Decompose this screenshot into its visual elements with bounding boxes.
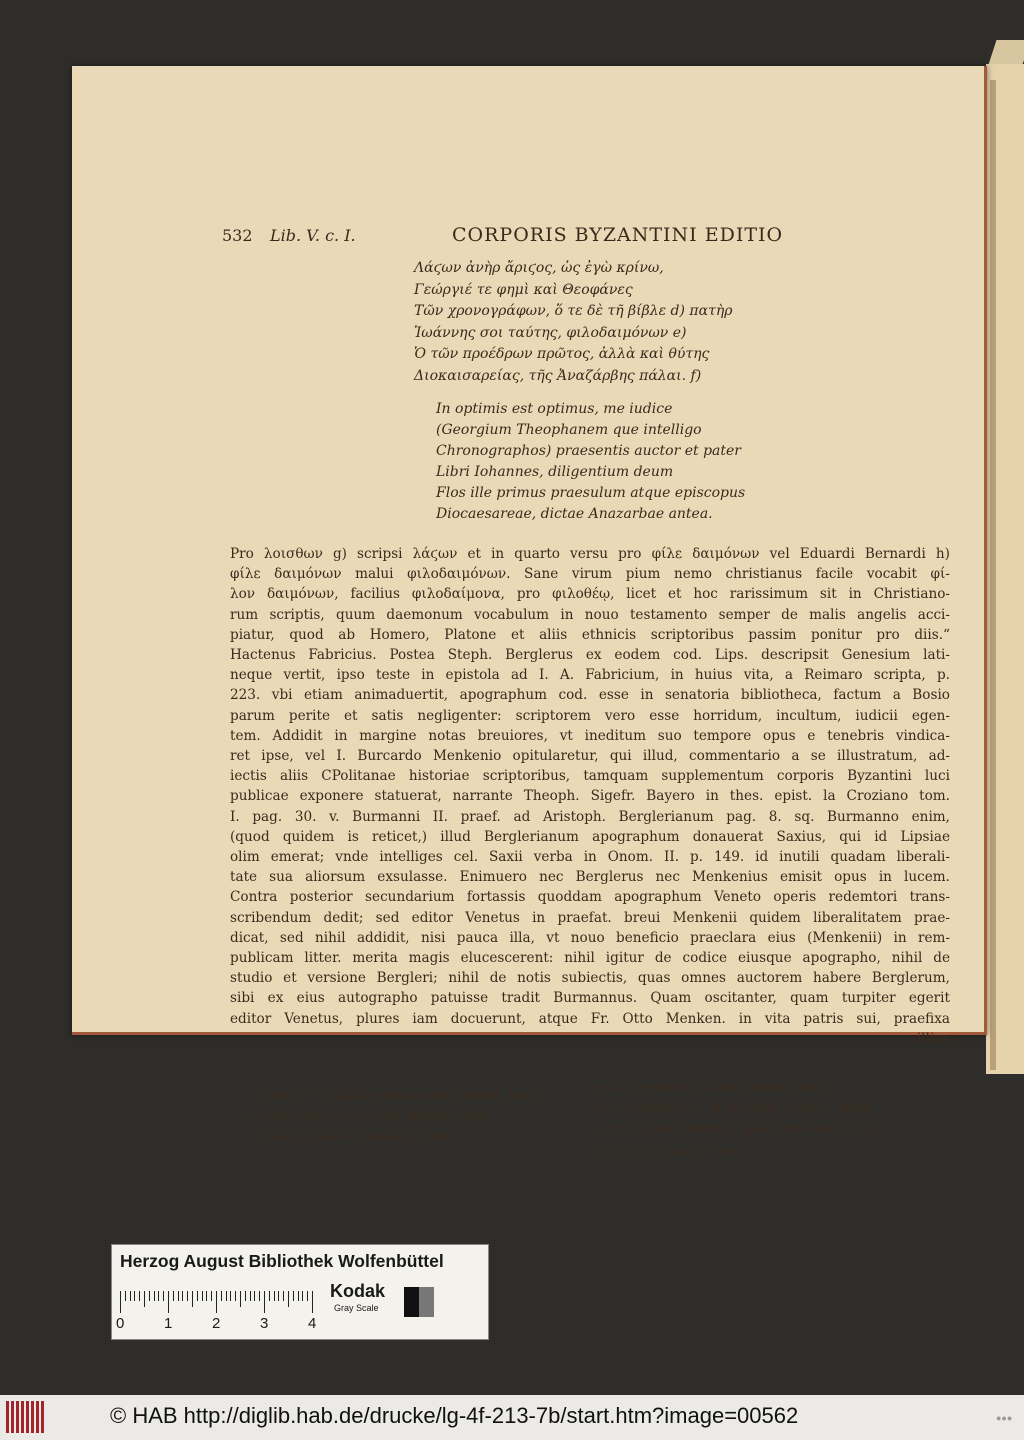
body-line: piatur, quod ab Homero, Platone et aliis ethnicis scriptoribus passim ponitur pro diis.“	[230, 626, 950, 643]
ruler-tick	[226, 1291, 227, 1301]
leaf-shadow	[990, 80, 996, 1070]
ruler-tick	[307, 1291, 308, 1301]
ruler-tick	[211, 1291, 212, 1301]
ruler-tick	[134, 1291, 135, 1301]
body-line: (quod quidem is reticet,) illud Berglerianum apographum donauerat Saxius, qui id Lipsiae	[230, 828, 950, 845]
book-page	[72, 66, 987, 1157]
ruler-tick	[254, 1291, 255, 1301]
greek-verse-line: Γεώργιέ τε φημὶ καὶ Θεοφάνες	[414, 281, 633, 298]
ruler-number: 2	[212, 1315, 221, 1332]
ruler-tick	[264, 1291, 265, 1313]
ruler-tick	[149, 1291, 150, 1301]
latin-translation	[436, 399, 936, 525]
ruler-number: 0	[116, 1315, 125, 1332]
body-line: neque vertit, ipso teste in epistola ad I. A. Fabricium, in huius vita, a Reimaro scripta, p.	[230, 667, 950, 684]
body-line: ret ipse, vel I. Burcardo Menkenio opitularetur, qui illud, commentario a se illustratum, ad-	[230, 748, 950, 765]
ruler-tick	[274, 1291, 275, 1301]
footer-dots-icon: ●●●	[996, 1413, 1013, 1423]
body-line: Hactenus Fabricius. Postea Steph. Berglerus ex eodem cod. Lips. descripsit Genesium lati-	[230, 647, 950, 664]
greek-verses	[414, 258, 934, 387]
latin-verse-line: (Georgium Theophanem que intelligo	[436, 422, 702, 438]
ruler-tick	[120, 1291, 121, 1313]
copyright-url: © HAB http://diglib.hab.de/drucke/lg-4f-213-7b/start.htm?image=00562	[110, 1403, 799, 1428]
ruler-tick	[197, 1291, 198, 1301]
body-text	[230, 544, 950, 1049]
ruler-tick	[192, 1291, 193, 1307]
ruler-tick	[288, 1291, 289, 1307]
body-line: φίλε δαιμόνων malui φιλοδαιμόνων. Sane virum pium nemo christianus facile vocabit φί-	[230, 566, 950, 583]
page-number: 532	[222, 226, 253, 245]
ruler-tick	[278, 1291, 279, 1301]
footnotes-right	[594, 1076, 954, 1160]
book-reference: Lib. V. c. I.	[270, 226, 356, 245]
body-line: illius	[916, 1030, 950, 1047]
ruler-tick	[269, 1291, 270, 1301]
ruler-number: 4	[308, 1315, 317, 1332]
body-line: dicat, sed nihil addidit, nisi pauca illa, vt nouo beneficio praeclara eius (Menkenii) in rem-	[230, 929, 950, 946]
ruler-tick	[221, 1291, 222, 1301]
ruler-tick	[173, 1291, 174, 1301]
body-line: 223. vbi etiam animaduertit, apographum cod. esse in senatoria bibliotheca, factum a Bosio	[230, 687, 950, 704]
body-line: publicae exponere statuerat, narrante Theoph. Sigefr. Bayero in thes. epist. la Croziano tom.	[230, 788, 950, 805]
ruler-tick	[187, 1291, 188, 1301]
greek-verse-line: Λάϛων ἀνὴρ ἄριϛος, ὡς ἐγὼ κρίνω,	[414, 260, 664, 276]
latin-verse-line: Libri Iohannes, diligentium deum	[436, 464, 674, 480]
body-line: studio et versione Bergleri; nihil de notis subiectis, quas omnes auctorem habere Berglerum,	[230, 970, 950, 987]
footnote: S. S. E. E. pag. 437. sq.	[594, 1142, 742, 1157]
ruler-tick	[158, 1291, 159, 1301]
ruler-tick	[130, 1291, 131, 1301]
ruler-tick	[293, 1291, 294, 1301]
footnote: p. 160. Aliter Oudinus, quem vide tom. II. de	[594, 1121, 878, 1136]
color-chart-label	[111, 1244, 489, 1340]
footnote: f) πάλαι abest ed. Veneta. Harl.	[252, 1129, 453, 1144]
scale-ruler	[120, 1287, 320, 1317]
running-title: CORPORIS BYZANTINI EDITIO	[452, 224, 784, 246]
latin-verse-line: In optimis est optimus, me iudice	[436, 401, 673, 417]
ruler-tick	[250, 1291, 251, 1301]
latin-verse-line: Flos ille primus praesulum atque episcopus	[436, 485, 746, 501]
ruler-tick	[139, 1291, 140, 1301]
latin-verse-line: Diocaesareae, dictae Anazarbae antea.	[436, 506, 713, 522]
footnotes-left	[252, 1084, 582, 1147]
ruler-number: 1	[164, 1315, 173, 1332]
latin-verse-line: Chronographos) praesentis auctor et pater	[436, 443, 741, 459]
body-line: rum scriptis, quum daemonum vocabulum in nouo testamento semper de malis angelis acci-	[230, 606, 950, 623]
footnote: h) V. Caueum l. c. et act erud. Lips. a. 1699.	[594, 1100, 872, 1115]
body-line: publicam litter. merita magis elucescerent: nihil igitur de codice eiusque apographo, nihil de	[230, 950, 950, 967]
body-line: tem. Addidit in margine notas breuiores, vt ineditum suo tempore opus e tenebris vindica-	[230, 727, 950, 744]
running-head	[72, 226, 984, 252]
ruler-tick	[245, 1291, 246, 1301]
ruler-tick	[235, 1291, 236, 1301]
ruler-number: 3	[260, 1315, 269, 1332]
ruler-tick	[178, 1291, 179, 1301]
ruler-tick	[163, 1291, 164, 1301]
ruler-tick	[230, 1291, 231, 1301]
ruler-tick	[154, 1291, 155, 1301]
body-line: Pro λοισθων g) scripsi λάϛων et in quarto versu pro φίλε δαιμόνων vel Eduardi Bernardi h)	[230, 546, 950, 562]
greek-verse-line: Ὁ τῶν προέδρων πρῶτος, ἀλλὰ καὶ θύτης	[414, 346, 710, 362]
ruler-tick	[182, 1291, 183, 1301]
body-line: editor Venetus, plures iam docuerunt, atque Fr. Otto Menken. in vita patris sui, praefixa	[230, 1010, 950, 1027]
library-name: Herzog August Bibliothek Wolfenbüttel	[120, 1251, 444, 1271]
ruler-tick	[216, 1291, 217, 1313]
gray-scale-label: Gray Scale	[334, 1303, 379, 1313]
gray-scale-swatch	[404, 1287, 434, 1317]
ruler-tick	[312, 1291, 313, 1313]
kodak-logo: Kodak	[330, 1281, 386, 1301]
body-line: tate sua aliorsum exsulasse. Enimuero nec Berglerus nec Menkenius emisit opus in lucem.	[230, 869, 950, 886]
ruler-tick	[259, 1291, 260, 1301]
hab-logo-icon	[6, 1401, 46, 1433]
body-line: parum perite et satis negligenter: scriptorem vero esse horridum, incultum, iudicii egen-	[230, 707, 950, 724]
viewer-footer	[0, 1395, 1024, 1440]
ruler-tick	[168, 1291, 169, 1313]
footnote: e) φίλε δαιμόνων in ed. Veneta. Harl.	[252, 1108, 489, 1123]
body-line: Contra posterior secundarium fortassis quoddam apographum Veneto operis redemtori trans-	[230, 889, 950, 906]
ruler-numbers	[116, 1315, 326, 1335]
footnote: d) τῆς δὲ τῆς βίβλε exstat in ed. Veneta. Harl.	[252, 1087, 541, 1102]
body-line: λον δαιμόνων, facilius φιλοδαίμονα, pro φιλοθέῳ, licet et hoc rarissimum sit in Christiano-	[230, 586, 950, 603]
ruler-tick	[283, 1291, 284, 1301]
ruler-tick	[206, 1291, 207, 1301]
greek-verse-line: Τῶν χρονογράφων, ὅ τε δὲ τῆ βίβλε d) πατὴρ	[414, 303, 733, 319]
ruler-tick	[298, 1291, 299, 1301]
ruler-tick	[202, 1291, 203, 1301]
ruler-tick	[125, 1291, 126, 1301]
body-line: olim emerat; vnde intelliges cel. Saxii verba in Onom. II. p. 149. id inutili quadam liberali-	[230, 849, 950, 866]
ruler-tick	[144, 1291, 145, 1307]
footnote: g) Λοῖϛος legitur in ed. Veneta. Harl.	[594, 1079, 828, 1094]
greek-verse-line: Διοκαισαρείας, τῆς Ἀναζάρβης πάλαι. f)	[414, 367, 702, 384]
greek-verse-line: Ἰωάννης σοι ταύτης, φιλοδαιμόνων e)	[414, 324, 687, 341]
body-line: iectis aliis CPolitanae historiae scriptoribus, tamquam supplementum corporis Byzantini luci	[230, 768, 950, 785]
body-line: scribendum dedit; sed editor Venetus in praefat. breui Menkenii quidem liberalitatem prae-	[230, 909, 950, 926]
ruler-tick	[240, 1291, 241, 1307]
body-line: I. pag. 30. v. Burmanni II. praef. ad Aristoph. Berglerianum pag. 8. sq. Burmanno enim,	[230, 808, 950, 825]
body-line: sibi ex eius autographo patuisse tradit Burmannus. Quam oscitanter, quam turpiter egerit	[230, 990, 950, 1007]
ruler-tick	[302, 1291, 303, 1301]
